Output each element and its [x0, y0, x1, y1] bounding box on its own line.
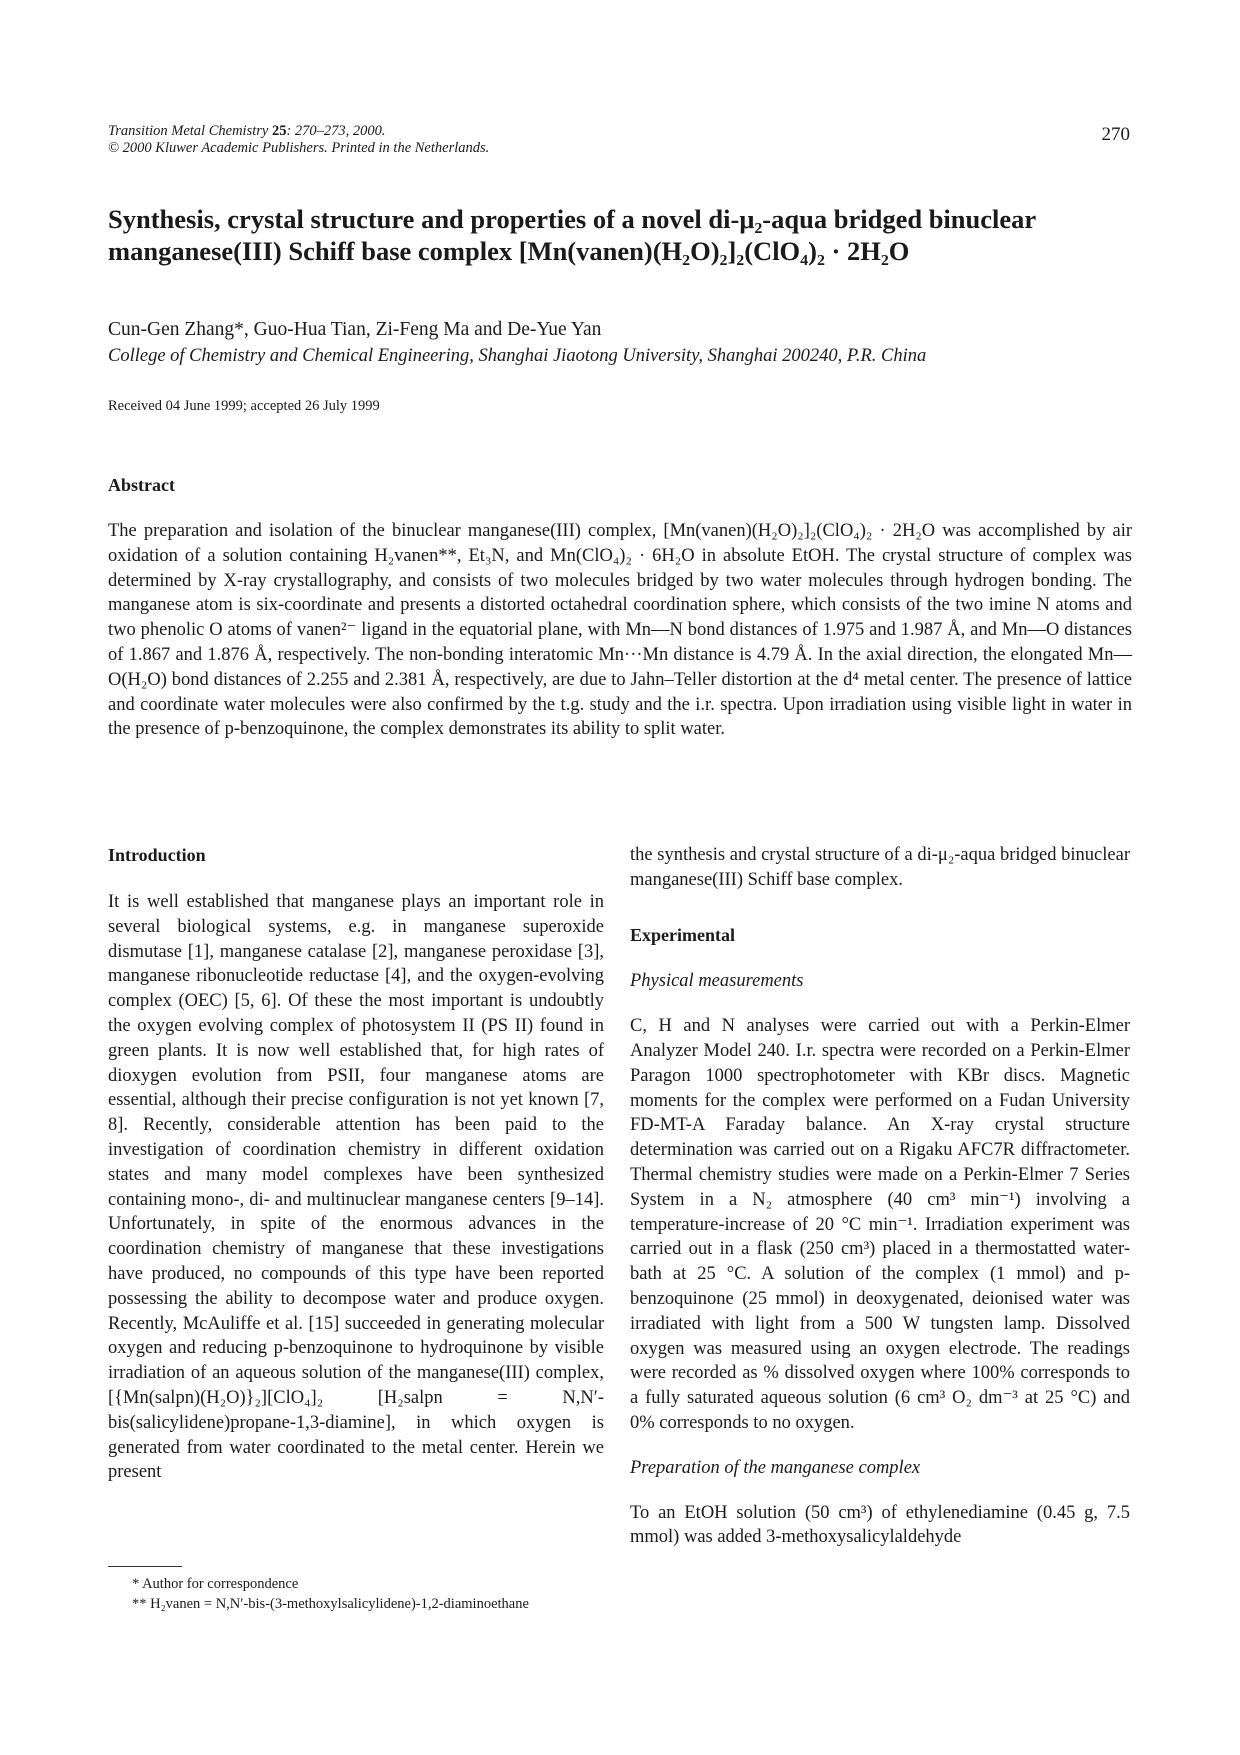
journal-citation: [108, 123, 489, 157]
title-line-1: Synthesis, crystal structure and properties of a novel di-μ₂-aqua bridged binuclear: [108, 204, 1037, 234]
introduction-text: It is well established that manganese plays an important role in several biological systems, e.g. in manganese superoxide dismutase [1], manganese catalase [2], manganese peroxidase [3], manganese ribonucleotide reductase [4], and the oxygen-evolving complex (OEC) [5, 6]. Of these the most important is undoubtly the oxygen evolving complex of photosystem II (PS II) found in green plants. It is now well established that, for high rates of dioxygen evolution from PSII, four manganese atoms are essential, although their precise configuration is not yet known [7, 8]. Recently, considerable attention has been paid to the investigation of coordination chemistry in different oxidation states and many model complexes have been synthesized containing mono-, di- and multinuclear manganese centers [9–14]. Unfortunately, in spite of the enormous advances in the coordination chemistry of manganese that these investigations have produced, no compounds of this type have been reported possessing the ability to decompose water and produce oxygen. Recently, McAuliffe et al. [15] succeeded in generating molecular oxygen and reducing p-benzoquinone to hydroquinone by visible irradiation of an aqueous solution of the manganese(III) complex, [{Mn(salpn)(H₂O)}₂][ClO₄]₂ [H₂salpn = N,N′-bis(salicylidene)propane-1,3-diamine], in which oxygen is generated from water coordinated to the metal center. Herein we present: [108, 892, 604, 1483]
introduction-continued: the synthesis and crystal structure of a di-μ₂-aqua bridged binuclear manganese(III) Schiff base complex.: [630, 845, 1130, 890]
journal-name: Transition Metal Chemistry: [108, 123, 269, 139]
introduction-heading: Introduction: [108, 845, 206, 865]
footnotes: [108, 1574, 604, 1614]
received-dates: Received 04 June 1999; accepted 26 July 1999: [108, 398, 380, 414]
preparation-text: To an EtOH solution (50 cm³) of ethylenediamine (0.45 g, 7.5 mmol) was added 3-methoxysalicylaldehyde: [630, 1502, 1130, 1548]
footnote-correspondence: * Author for correspondence: [132, 1576, 299, 1592]
page-number: 270: [1101, 124, 1130, 145]
footnote-ligand: ** H₂vanen = N,N′-bis-(3-methoxylsalicylidene)-1,2-diaminoethane: [132, 1596, 529, 1612]
author-list: Cun-Gen Zhang*, Guo-Hua Tian, Zi-Feng Ma and De-Yue Yan: [108, 319, 602, 340]
affiliation: College of Chemistry and Chemical Engineering, Shanghai Jiaotong University, Shanghai 200240, P.R. China: [108, 346, 927, 366]
physical-measurements-text: C, H and N analyses were carried out with a Perkin-Elmer Analyzer Model 240. I.r. spectra were recorded on a Perkin-Elmer Paragon 1000 spectrophotometer with KBr discs. Magnetic moments for the complex were performed on a Fudan University FD-MT-A Faraday balance. An X-ray crystal structure determination was carried out on a Rigaku AFC7R diffractometer. Thermal chemistry studies were made on a Perkin-Elmer 7 Series System in a N₂ atmosphere (40 cm³ min⁻¹) involving a temperature-increase of 20 °C min⁻¹. Irradiation experiment was carried out in a flask (250 cm³) placed in a thermostatted water-bath at 25 °C. A solution of the complex (1 mmol) and p-benzoquinone (25 mmol) in deoxygenated, deionised water was irradiated with light from a 500 W tungsten lamp. Dissolved oxygen was measured using an oxygen electrode. The readings were recorded as % dissolved oxygen where 100% corresponds to a fully saturated aqueous solution (6 cm³ O₂ dm⁻³ at 25 °C) and 0% corresponds to no oxygen.: [630, 1016, 1130, 1433]
preparation-heading: Preparation of the manganese complex: [630, 1457, 921, 1478]
abstract-text: The preparation and isolation of the binuclear manganese(III) complex, [Mn(vanen)(H₂O)₂]₂(ClO₄)₂ · 2H₂O was accomplished by air oxidation of a solution containing H₂vanen**, Et₃N, and Mn(ClO₄)₂ · 6H₂O in absolute EtOH. The crystal structure of complex was determined by X-ray crystallography, and consists of two molecules bridged by two water molecules through hydrogen bonding. The manganese atom is six-coordinate and presents a distorted octahedral coordination sphere, which consists of the two imine N atoms and two phenolic O atoms of vanen²⁻ ligand in the equatorial plane, with Mn—N bond distances of 1.975 and 1.987 Å, and Mn—O distances of 1.867 and 1.876 Å, respectively. The non-bonding interatomic Mn···Mn distance is 4.79 Å. In the axial direction, the elongated Mn—O(H₂O) bond distances of 2.255 and 2.381 Å, respectively, are due to Jahn–Teller distortion at the d⁴ metal center. The presence of lattice and coordinate water molecules were also confirmed by the t.g. study and the i.r. spectra. Upon irradiation using visible light in water in the presence of p-benzoquinone, the complex demonstrates its ability to split water.: [108, 521, 1132, 740]
experimental-heading: Experimental: [630, 924, 735, 945]
footnote-rule: [108, 1566, 182, 1567]
title-line-2: manganese(III) Schiff base complex [Mn(vanen)(H₂O)₂]₂(ClO₄)₂ · 2H₂O: [108, 236, 910, 266]
copyright-line: © 2000 Kluwer Academic Publishers. Printed in the Netherlands.: [108, 140, 490, 156]
journal-volume: 25: [271, 123, 287, 139]
journal-pages: : 270–273, 2000.: [286, 123, 386, 139]
abstract-heading: Abstract: [108, 475, 175, 495]
paper-title: [108, 203, 1138, 267]
left-column: [108, 890, 604, 1485]
physical-measurements-heading: Physical measurements: [630, 971, 804, 992]
right-column: [630, 843, 1130, 1550]
